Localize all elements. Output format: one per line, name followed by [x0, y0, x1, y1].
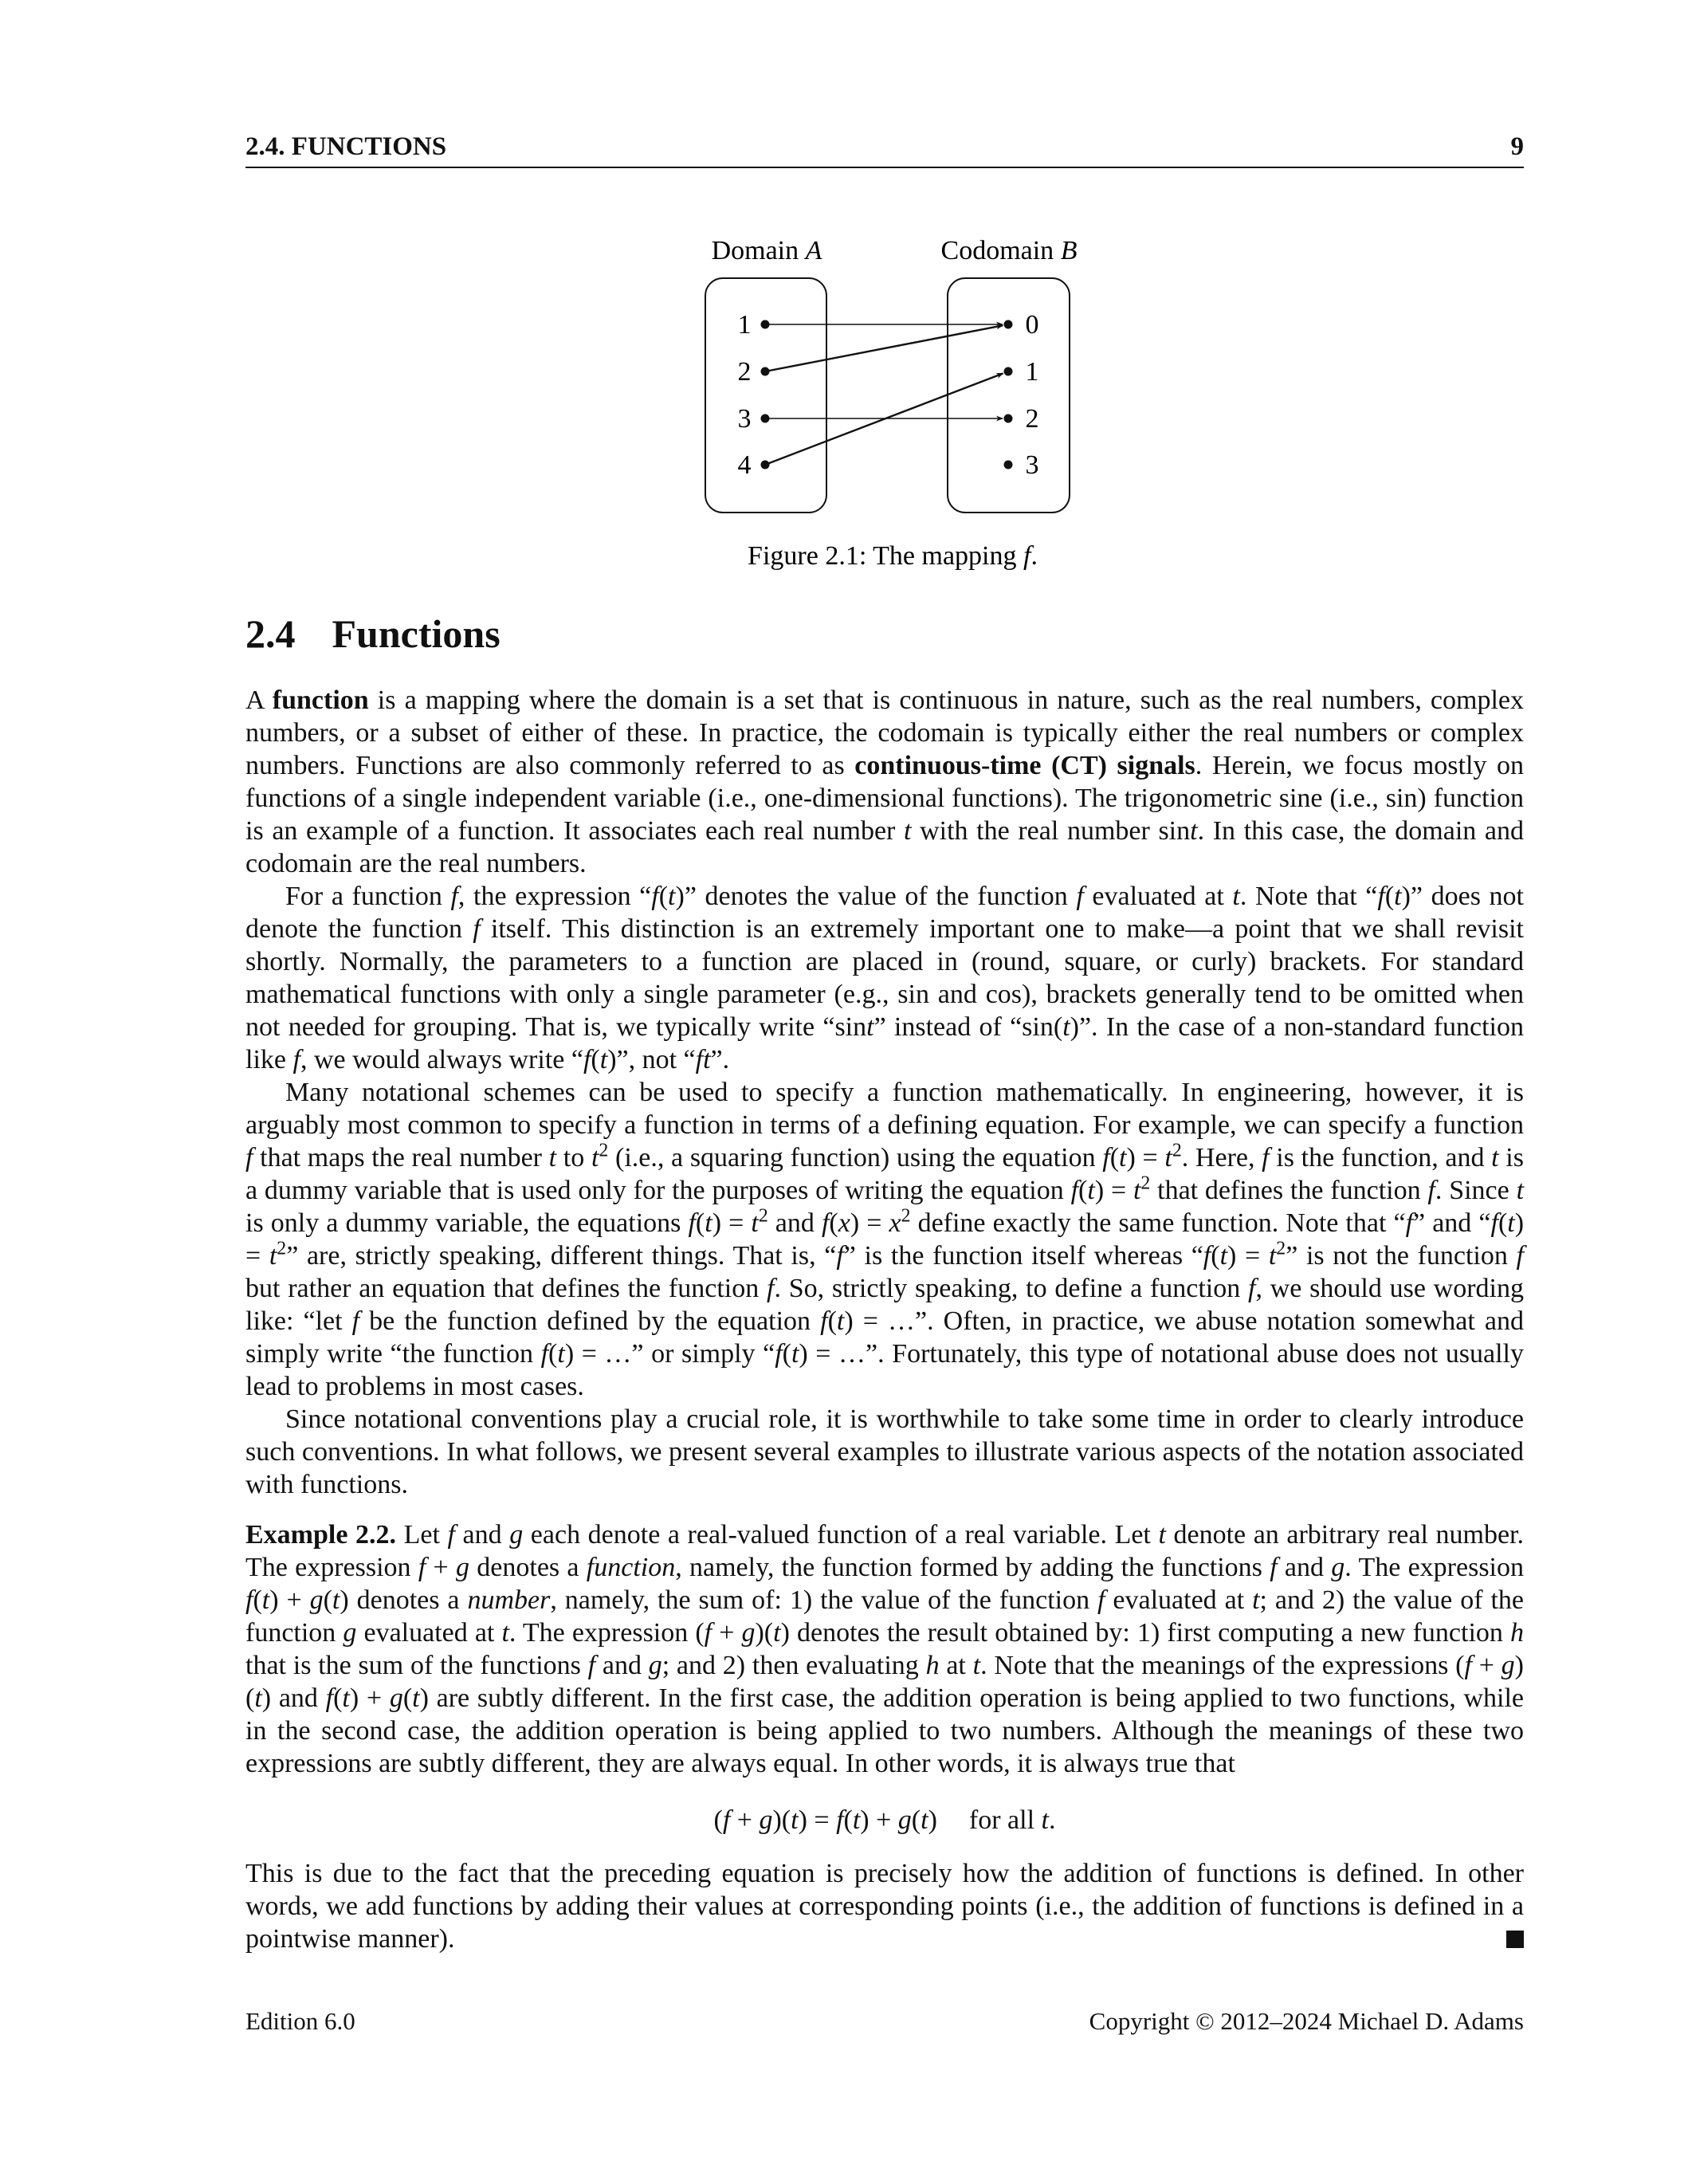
- math-variable: f: [1097, 1585, 1105, 1615]
- domain-element-label: 3: [737, 404, 752, 434]
- codomain-point: [1004, 414, 1013, 423]
- math-variable: t: [254, 1683, 262, 1713]
- math-variable: f: [1262, 1143, 1270, 1173]
- section-number: 2.4: [245, 611, 296, 656]
- superscript: 2: [599, 1140, 609, 1161]
- math-variable: f: [1248, 1274, 1256, 1303]
- math-variable: ft: [695, 1045, 711, 1074]
- math-variable: t: [791, 1805, 799, 1835]
- math-variable: f: [245, 1585, 253, 1615]
- codomain-element-label: 2: [1025, 404, 1039, 434]
- codomain-point: [1004, 367, 1013, 376]
- math-variable: g: [509, 1520, 524, 1550]
- closing-paragraph: This is due to the fact that the preceding equation is precisely how the addition of functions is defined. In other words, we add functions by adding their values at corresponding points (i.e., the addition of functions is defined in a pointwise manner).: [245, 1859, 1524, 1954]
- math-variable: f: [1270, 1553, 1278, 1582]
- math-variable: t: [557, 1339, 565, 1369]
- math-variable: f: [766, 1274, 775, 1303]
- math-variable: t: [1232, 882, 1240, 911]
- codomain-point: [1004, 320, 1013, 329]
- bold-term: continuous-time (CT) signals: [854, 751, 1195, 780]
- paragraph: Since notational conventions play a crucial role, it is worthwhile to take some time in order to clearly introduce such conventions. In what follows, we present several examples to illustrate various aspects of the notation associated with functions.: [245, 1404, 1524, 1499]
- math-variable: g: [648, 1651, 662, 1680]
- math-variable: f: [820, 1306, 828, 1336]
- codomain-element-label: 1: [1025, 357, 1039, 387]
- math-variable: t: [1158, 1520, 1166, 1550]
- bold-term: function: [272, 685, 369, 715]
- header-section: 2.4. FUNCTIONS: [245, 132, 447, 161]
- paragraph: For a function f, the expression “f(t)” denotes the value of the function f evaluated at t. Note that “f(t)” does not denote the function f itself. This distinction is an extremely important one to make—a point that we shall revisit shortly. Normally, the parameters to a function are placed in (round, square, or curly) brackets. For standard mathematical functions with only a single parameter (e.g., sin and cos), brackets generally tend to be omitted when not needed for grouping. That is, we typically write “sint” instead of “sin(t)”. In the case of a non-standard function like f, we would always write “f(t)”, not “ft”.: [245, 882, 1524, 1074]
- body-text: [245, 684, 1524, 1955]
- math-variable: t: [1164, 1143, 1172, 1173]
- math-variable: t: [1219, 1241, 1228, 1271]
- end-of-example-icon: [1506, 1931, 1524, 1948]
- math-variable: f: [1405, 1208, 1414, 1238]
- math-variable: f: [1427, 1176, 1435, 1205]
- math-variable: f: [722, 1805, 731, 1835]
- math-variable: g: [456, 1553, 470, 1582]
- page-number: 9: [1510, 132, 1524, 161]
- domain-element-label: 4: [737, 450, 752, 480]
- math-variable: f: [1377, 882, 1385, 911]
- math-variable: t: [904, 816, 912, 846]
- math-variable: t: [1119, 1143, 1127, 1173]
- math-variable: f: [1070, 1176, 1079, 1205]
- math-variable: t: [1133, 1176, 1141, 1205]
- domain-element-label: 2: [737, 357, 752, 387]
- math-variable: f: [688, 1208, 696, 1238]
- superscript: 2: [758, 1205, 768, 1227]
- math-variable: t: [1394, 882, 1402, 911]
- math-variable: f: [836, 1241, 844, 1271]
- math-variable: x: [889, 1208, 901, 1238]
- math-variable: t: [705, 1208, 712, 1238]
- math-variable: x: [838, 1208, 850, 1238]
- math-variable: t: [668, 882, 676, 911]
- math-variable: t: [866, 1012, 874, 1042]
- math-variable: f: [775, 1339, 783, 1369]
- codomain-box: [948, 278, 1070, 513]
- domain-element-label: 1: [737, 310, 752, 340]
- codomain-element-label: 0: [1025, 310, 1039, 340]
- display-equation: (f + g)(t) = f(t) + g(t) for all t.: [713, 1805, 1056, 1835]
- domain-box: [705, 278, 826, 513]
- copyright: Copyright © 2012–2024 Michael D. Adams: [1089, 2007, 1524, 2035]
- mapping-arrow: [765, 325, 1003, 371]
- math-variable: f: [418, 1553, 426, 1582]
- bold-term: Example 2.2.: [245, 1520, 397, 1550]
- section-heading: [245, 611, 501, 657]
- superscript: 2: [277, 1238, 287, 1259]
- math-variable: f: [245, 1143, 253, 1173]
- math-variable: f: [292, 1045, 300, 1074]
- paragraph: Many notational schemes can be used to specify a function mathematically. In engineering, however, it is arguably most common to specify a function in terms of a defining equation. For example, we can specify a function f that maps the real number t to $t^2$ (i.e., a squaring function) using the equation $f(t) = t^2$. Here, f is the function, and t is a dummy variable that is used only for the purposes of writing the equation $f(t) = t^2$ that defines the function f. Since t is only a dummy variable, the equations $f(t) = t^2$ and $f(x) = x^2$ define exactly the same function. Note that “f” and “$f(t) = t^2$” are, strictly speaking, different things. That is, “f” is the function itself whereas “$f(t) = t^2$” is not the function f but rather an equation that defines the function f. So, strictly speaking, to define a function f, we should use wording like: “let f be the function defined by the equation f(t) = …”. Often, in practice, we abuse notation somewhat and simply write “the function f(t) = …” or simply “f(t) = …”. Fortunately, this type of notational abuse does not usually lead to problems in most cases.: [245, 1078, 1525, 1401]
- math-variable: t: [591, 1143, 599, 1173]
- section-title: Functions: [332, 611, 501, 656]
- math-variable: t: [1190, 816, 1198, 846]
- math-variable: t: [773, 1618, 781, 1648]
- page-footer: [245, 2007, 1524, 2036]
- math-variable: f: [583, 1045, 591, 1074]
- math-variable: t: [1491, 1143, 1499, 1173]
- math-variable: t: [852, 1805, 861, 1835]
- math-variable: h: [925, 1651, 940, 1680]
- example-paragraph: Example 2.2. Let f and g each denote a real-valued function of a real variable. Let t denote an arbitrary real number. The expression f + g denotes a function, namely, the function formed by adding the functions f and g. The expression f(t) + g(t) denotes a number, namely, the sum of: 1) the value of the function f evaluated at t; and 2) the value of the function g evaluated at t. The expression (f + g)(t) denotes the result obtained by: 1) first computing a new function h that is the sum of the functions f and g; and 2) then evaluating h at t. Note that the meanings of the expressions (f + g)(t) and f(t) + g(t) are subtly different. In the first case, the addition operation is being applied to two functions, while in the second case, the addition operation is being applied to two numbers. Although the meanings of these two expressions are subtly different, they are always equal. In other words, it is always true that: [245, 1520, 1525, 1778]
- math-variable: f: [1490, 1208, 1498, 1238]
- math-variable: g: [897, 1805, 912, 1835]
- math-variable: t: [599, 1045, 608, 1074]
- codomain-label: Codomain B: [940, 236, 1078, 265]
- math-variable: f: [1076, 882, 1084, 911]
- math-variable: t: [332, 1585, 340, 1615]
- figure-caption: Figure 2.1: The mapping f.: [748, 541, 1038, 571]
- mapping-figure: [0, 0, 1688, 606]
- math-variable: f: [351, 1306, 360, 1336]
- math-variable: g: [389, 1683, 403, 1713]
- math-variable: f: [447, 1520, 455, 1550]
- math-variable: t: [342, 1683, 350, 1713]
- superscript: 2: [1172, 1140, 1182, 1161]
- math-variable: f: [1203, 1241, 1211, 1271]
- math-variable: g: [343, 1618, 357, 1648]
- math-variable: t: [501, 1618, 509, 1648]
- math-variable: g: [1501, 1651, 1515, 1680]
- math-variable: function: [586, 1553, 676, 1582]
- math-variable: g: [309, 1585, 324, 1615]
- superscript: 2: [1140, 1173, 1151, 1194]
- math-variable: f: [1516, 1241, 1524, 1271]
- math-variable: t: [269, 1241, 277, 1271]
- codomain-element-label: 3: [1025, 450, 1039, 480]
- math-variable: f: [450, 882, 458, 911]
- math-variable: t: [921, 1805, 928, 1835]
- math-variable: number: [467, 1585, 551, 1615]
- math-variable: t: [261, 1585, 270, 1615]
- math-variable: t: [1087, 1176, 1095, 1205]
- math-variable: f: [473, 914, 481, 944]
- math-variable: g: [741, 1618, 756, 1648]
- math-variable: t: [972, 1651, 981, 1680]
- superscript: 2: [1276, 1238, 1286, 1259]
- math-variable: f: [1464, 1651, 1472, 1680]
- codomain-point: [1004, 461, 1013, 469]
- math-variable: t: [412, 1683, 420, 1713]
- math-variable: t: [1516, 1176, 1525, 1205]
- superscript: 2: [901, 1205, 911, 1227]
- math-variable: f: [587, 1651, 596, 1680]
- math-variable: f: [836, 1805, 844, 1835]
- paragraph: A function is a mapping where the domain is a set that is continuous in nature, such as the real numbers, complex numbers, or a subset of either of these. In practice, the codomain is typically either the real numbers or complex numbers. Functions are also commonly referred to as continuous-time (CT) signals. Herein, we focus mostly on functions of a single independent variable (i.e., one-dimensional functions). The trigonometric sine (i.e., sin) function is an example of a function. It associates each real number t with the real number sint. In this case, the domain and codomain are the real numbers.: [245, 685, 1524, 878]
- math-variable: t: [548, 1143, 557, 1173]
- math-variable: f: [821, 1208, 830, 1238]
- math-variable: f: [1102, 1143, 1110, 1173]
- math-variable: t: [1041, 1805, 1049, 1835]
- math-variable: t: [1268, 1241, 1277, 1271]
- math-variable: f: [704, 1618, 712, 1648]
- math-variable: g: [759, 1805, 773, 1835]
- math-variable: t: [1252, 1585, 1260, 1615]
- math-variable: t: [1062, 1012, 1070, 1042]
- domain-label: Domain A: [711, 236, 822, 265]
- math-variable: f: [651, 882, 659, 911]
- edition: Edition 6.0: [245, 2007, 355, 2035]
- math-variable: f: [325, 1683, 334, 1713]
- math-variable: t: [791, 1339, 799, 1369]
- math-variable: t: [836, 1306, 845, 1336]
- math-variable: t: [1507, 1208, 1515, 1238]
- math-variable: t: [751, 1208, 759, 1238]
- math-variable: h: [1510, 1618, 1524, 1648]
- math-variable: g: [1331, 1553, 1345, 1582]
- math-variable: f: [540, 1339, 549, 1369]
